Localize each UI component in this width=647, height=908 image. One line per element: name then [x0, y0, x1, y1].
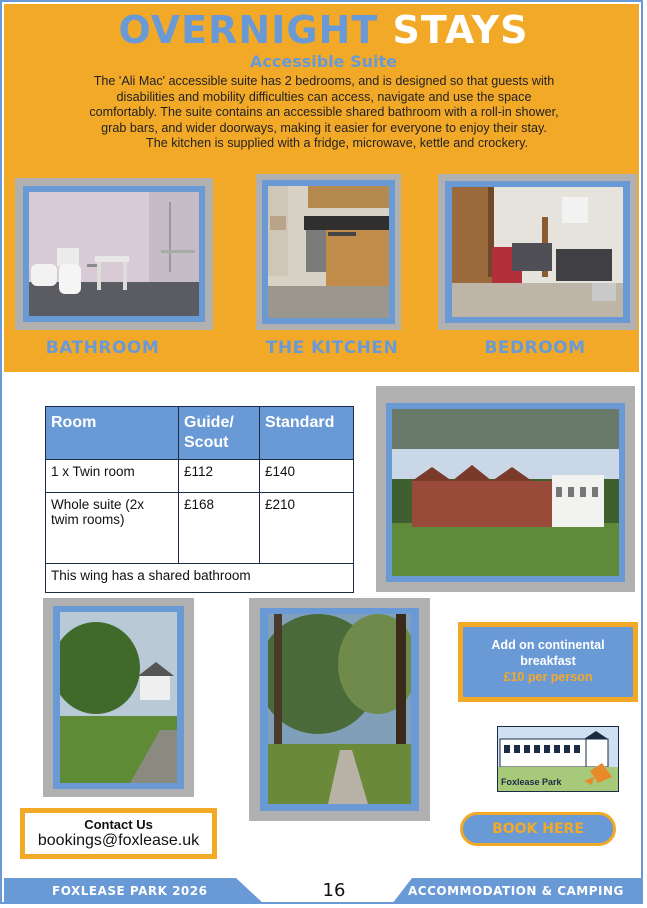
table-header-room: Room: [46, 407, 179, 460]
kitchen-photo-frame: [256, 174, 401, 330]
subtitle: Accessible Suite: [250, 52, 397, 71]
contact-box: [20, 808, 217, 859]
breakfast-addon-box: [458, 622, 638, 702]
addon-line: breakfast: [520, 654, 576, 668]
bedroom-image: [452, 187, 623, 317]
woodland-image: [268, 614, 411, 804]
footer-left-text: FOXLEASE PARK 2026: [52, 884, 208, 898]
table-row: [46, 493, 354, 564]
woodland-photo: [268, 614, 411, 804]
price-table: [45, 406, 354, 593]
contact-title: Contact Us: [84, 817, 153, 832]
intro-line: grab bars, and wider doorways, making it easier for everyone to enjoy their stay.: [101, 120, 547, 135]
intro-line: comfortably. The suite contains an accessible shared bathroom with a roll-in shower,: [89, 105, 559, 119]
bedroom-label: BEDROOM: [484, 338, 586, 358]
table-cell: £140: [260, 460, 354, 493]
bathroom-photo-frame: [15, 178, 213, 330]
title-word-stays: STAYS: [392, 8, 529, 52]
table-cell: Whole suite (2x twim rooms): [46, 493, 179, 564]
garden-photo: [60, 612, 177, 783]
addon-price: £10 per person: [503, 670, 593, 684]
intro-line: The kitchen is supplied with a fridge, microwave, kettle and crockery.: [146, 136, 528, 150]
contact-email-link[interactable]: bookings@foxlease.uk: [37, 832, 200, 849]
addon-line: Add on continental: [491, 638, 605, 652]
table-cell: £112: [179, 460, 260, 493]
bedroom-photo-frame: [438, 174, 637, 330]
intro-line: disabilities and mobility difficulties can access, navigate and use the space: [116, 89, 532, 104]
footer-right-text: ACCOMMODATION & CAMPING: [408, 884, 624, 898]
house-photo: [392, 409, 619, 576]
table-footnote: This wing has a shared bathroom: [46, 564, 354, 593]
bedroom-photo: [452, 187, 623, 317]
bathroom-photo: [29, 192, 199, 316]
intro-line: The 'Ali Mac' accessible suite has 2 bedrooms, and is designed so that guests with: [93, 74, 555, 88]
bathroom-label: BATHROOM: [45, 338, 160, 358]
table-row: [46, 460, 354, 493]
page-number: 16: [322, 880, 346, 901]
kitchen-photo: [268, 186, 389, 318]
page-title: [0, 6, 647, 54]
table-header-row: [46, 407, 354, 460]
table-cell: 1 x Twin room: [46, 460, 179, 493]
table-footnote-row: [46, 564, 354, 593]
house-image: [392, 409, 619, 576]
house-photo-frame: [376, 386, 635, 592]
bathroom-image: [29, 192, 199, 316]
kitchen-image: [268, 186, 389, 318]
book-here-button[interactable]: BOOK HERE: [460, 812, 616, 846]
table-cell: £210: [260, 493, 354, 564]
intro-paragraph: [38, 74, 610, 152]
logo-text: Foxlease Park: [501, 777, 562, 787]
table-header-standard: Standard: [260, 407, 354, 460]
garden-image: [60, 612, 177, 783]
foxlease-park-logo: [497, 726, 619, 792]
garden-photo-frame: [43, 598, 194, 797]
table-header-guide-scout: Guide/ Scout: [179, 407, 260, 460]
table-cell: £168: [179, 493, 260, 564]
title-word-overnight: OVERNIGHT: [118, 8, 379, 52]
kitchen-label: THE KITCHEN: [265, 338, 399, 358]
woodland-photo-frame: [249, 598, 430, 821]
